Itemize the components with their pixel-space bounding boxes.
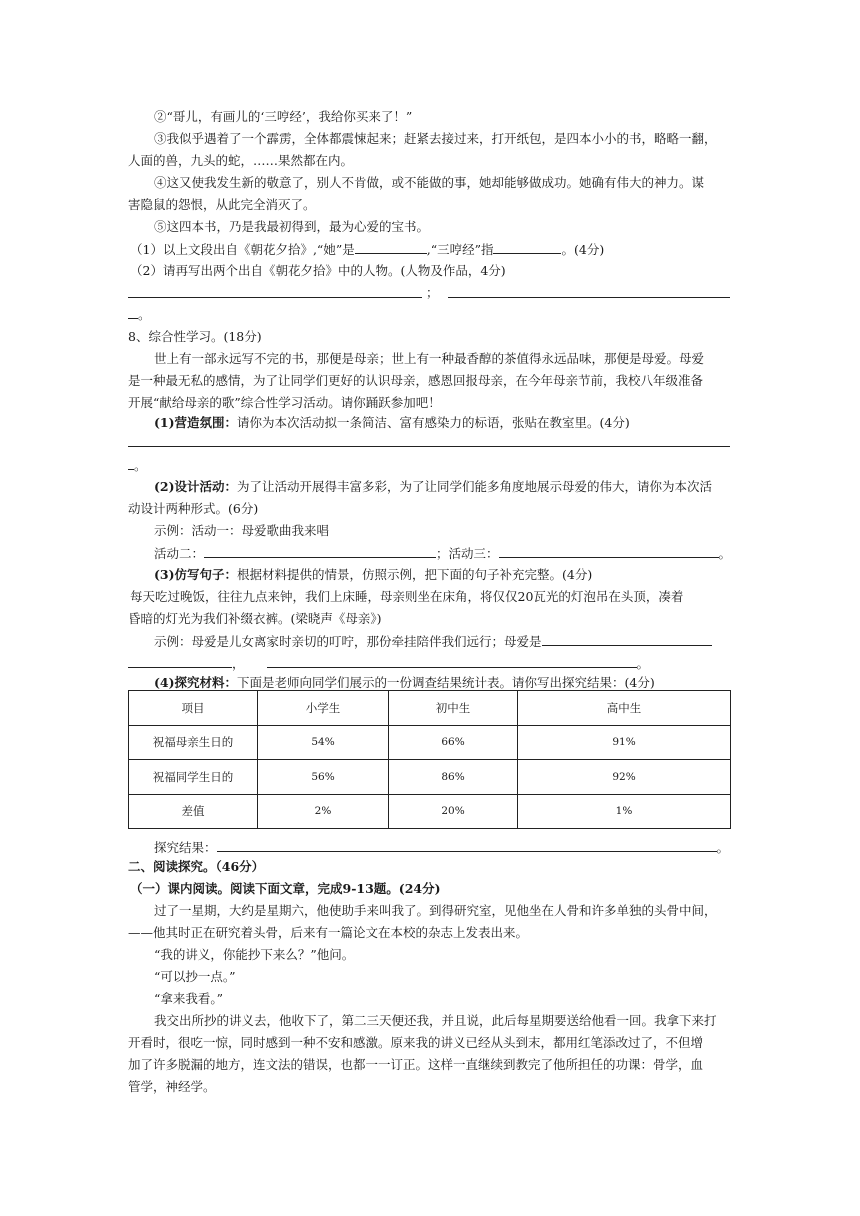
excerpt-paragraph-4-line-1: ④这又使我发生新的敬意了，别人不肯做，或不能做的事，她却能够做成功。她确有伟大的神力。谋 [154, 175, 705, 190]
question-7-1-text-b: ,“三哼经”指 [426, 242, 494, 257]
inquiry-result-label: 探究结果： [154, 840, 217, 855]
question-7-1 [130, 240, 732, 258]
part-2-activities [128, 544, 756, 562]
row-label: 祝福母亲生日的 [129, 725, 258, 760]
part-2-end: 。 [718, 546, 732, 561]
excerpt-paragraph-3-line-1: ③我似乎遇着了一个霹雳，全体都震悚起来；赶紧去接过来，打开纸包，是四本小小的书，略略一翻， [154, 131, 717, 146]
part-3-material-line-1: 每天吃过晚饭，往往九点来钟，我们上床睡，母亲则坐在床角，将仅仅20瓦光的灯泡吊在头顶，凑着 [130, 589, 684, 604]
imitation-blank-1[interactable] [542, 632, 712, 646]
question-7-1-text-a: （1）以上文段出自《朝花夕拾》,“她”是 [130, 242, 355, 257]
activity-3-blank[interactable] [499, 544, 719, 558]
part-2-example: 示例：活动一：母爱歌曲我来唱 [154, 523, 330, 538]
inquiry-result-end: 。 [716, 840, 730, 855]
inquiry-result [128, 838, 756, 856]
part-1-text: 请你为本次活动拟一条简洁、富有感染力的标语，张贴在教室里。(4分) [237, 415, 630, 430]
cell-value: 92% [518, 760, 731, 795]
part-2-text-line-2: 动设计两种形式。(6分) [128, 501, 259, 516]
part-3-example-text: 示例：母爱是儿女离家时亲切的叮咛，那份牵挂陪伴我们远行；母爱是 [154, 634, 542, 649]
reading-dialogue-1: “我的讲义，你能抄下来么？”他问。 [154, 947, 355, 962]
reading-paragraph-1-line-2: ——他其时正在研究着头骨，后来有一篇论文在本校的杂志上发表出来。 [128, 925, 529, 940]
answer-line-continuation[interactable] [128, 318, 138, 319]
activity-2-blank[interactable] [204, 544, 436, 558]
question-8-intro-line-2: 是一种最无私的感情，为了让同学们更好的认识母亲，感恩回报母亲，在今年母亲节前，我校八年级准备 [128, 373, 704, 388]
answer-blank-sanhengjing[interactable] [493, 240, 561, 254]
cell-value: 56% [258, 760, 389, 795]
part-4-prompt [128, 674, 756, 691]
cell-value: 20% [389, 794, 518, 829]
section-2-heading: 二、阅读探究。（46分） [128, 859, 265, 874]
question-7-2: （2）请再写出两个出自《朝花夕拾》中的人物。(人物及作品，4分) [130, 263, 506, 278]
row-label: 差值 [129, 794, 258, 829]
question-7-2-end: 。 [138, 307, 151, 322]
imitation-blank-2[interactable] [128, 654, 232, 668]
part-3-text: 根据材料提供的情景，仿照示例，把下面的句子补充完整。(4分) [237, 567, 593, 582]
reading-paragraph-2-line-2: 开看时，很吃一惊，同时感到一种不安和感激。原来我的讲义已经从头到末，都用红笔添改过了，不但增 [128, 1035, 704, 1050]
part-3-example [128, 632, 756, 650]
reading-paragraph-1-line-1: 过了一星期，大约是星期六，他使助手来叫我了。到得研究室，见他坐在人骨和许多单独的头骨中间， [154, 903, 717, 918]
reading-dialogue-2: “可以抄一点。” [154, 969, 236, 984]
inquiry-result-blank[interactable] [217, 838, 717, 852]
part-2-label: (2)设计活动： [154, 479, 238, 494]
header-senior: 高中生 [518, 691, 731, 726]
slogan-answer-line[interactable] [128, 446, 730, 447]
activity-3-label: ；活动三： [436, 546, 499, 561]
part-2-prompt [128, 478, 756, 495]
excerpt-paragraph-5: ⑤这四本书，乃是我最初得到，最为心爱的宝书。 [154, 219, 430, 234]
cell-value: 91% [518, 725, 731, 760]
cell-value: 2% [258, 794, 389, 829]
cell-value: 86% [389, 760, 518, 795]
part-4-label: (4)探究材料： [154, 675, 238, 690]
cell-value: 1% [518, 794, 731, 829]
excerpt-paragraph-4-line-2: 害隐鼠的怨恨，从此完全消灭了。 [128, 197, 316, 212]
survey-table-row [129, 760, 731, 795]
reading-paragraph-2-line-3: 加了许多脱漏的地方，连文法的错误，也都一一订正。这样一直继续到教完了他所担任的功课：骨学，血 [128, 1057, 704, 1072]
part-3-answer-line [128, 654, 730, 672]
header-primary: 小学生 [258, 691, 389, 726]
activity-2-label: 活动二： [154, 546, 205, 561]
question-7-1-text-c: 。(4分) [561, 242, 605, 257]
reading-paragraph-2-line-1: 我交出所抄的讲义去，他收下了，第二三天便还我，并且说，此后每星期要送给他看一回。我拿下来打 [154, 1013, 717, 1028]
reading-paragraph-2-line-4: 管学，神经学。 [128, 1079, 216, 1094]
part-2-text: 为了让活动开展得丰富多彩，为了让同学们能多角度地展示母爱的伟大，请你为本次活 [237, 479, 713, 494]
survey-table-row [129, 725, 731, 760]
part-1-label: (1)营造氛围： [154, 415, 238, 430]
separator-semicolon: ； [426, 285, 439, 300]
part-3-label: (3)仿写句子： [154, 567, 238, 582]
part-3-material-line-2: 昏暗的灯光为我们补缀衣裤。(梁晓声《母亲》) [128, 611, 382, 626]
cell-value: 66% [389, 725, 518, 760]
survey-table-row [129, 794, 731, 829]
answer-line-character-2[interactable] [448, 297, 730, 298]
question-8-intro-line-3: 开展“献给母亲的歌”综合性学习活动。请你踊跃参加吧！ [128, 395, 441, 410]
part-4-text: 下面是老师向同学们展示的一份调查结果统计表。请你写出探究结果：(4分) [237, 675, 655, 690]
header-item: 项目 [129, 691, 258, 726]
section-2-sub-heading: （一）课内阅读。阅读下面文章，完成9-13题。(24分) [130, 881, 441, 896]
part-1-prompt [128, 414, 756, 431]
cell-value: 54% [258, 725, 389, 760]
part-3-end: 。 [636, 656, 650, 671]
imitation-blank-3[interactable] [267, 654, 637, 668]
answer-blank-she[interactable] [355, 240, 427, 254]
part-3-prompt [128, 566, 756, 583]
reading-dialogue-3: “拿来我看。” [154, 991, 224, 1006]
excerpt-paragraph-3-line-2: 人面的兽，九头的蛇，……果然都在内。 [128, 153, 354, 168]
survey-table-header-row [129, 691, 731, 726]
answer-line-character-1[interactable] [128, 297, 422, 298]
survey-table [128, 690, 731, 829]
part-3-comma: ， [232, 656, 245, 671]
row-label: 祝福同学生日的 [129, 760, 258, 795]
question-8-heading: 8、综合性学习。(18分) [128, 329, 262, 344]
header-junior: 初中生 [389, 691, 518, 726]
question-8-intro-line-1: 世上有一部永远写不完的书，那便是母亲；世上有一种最香醇的茶值得永远品味，那便是母爱。母爱 [154, 351, 705, 366]
part-1-end: 。 [134, 458, 147, 473]
excerpt-paragraph-2: ②“哥儿，有画儿的‘三哼经’，我给你买来了！” [154, 109, 413, 124]
